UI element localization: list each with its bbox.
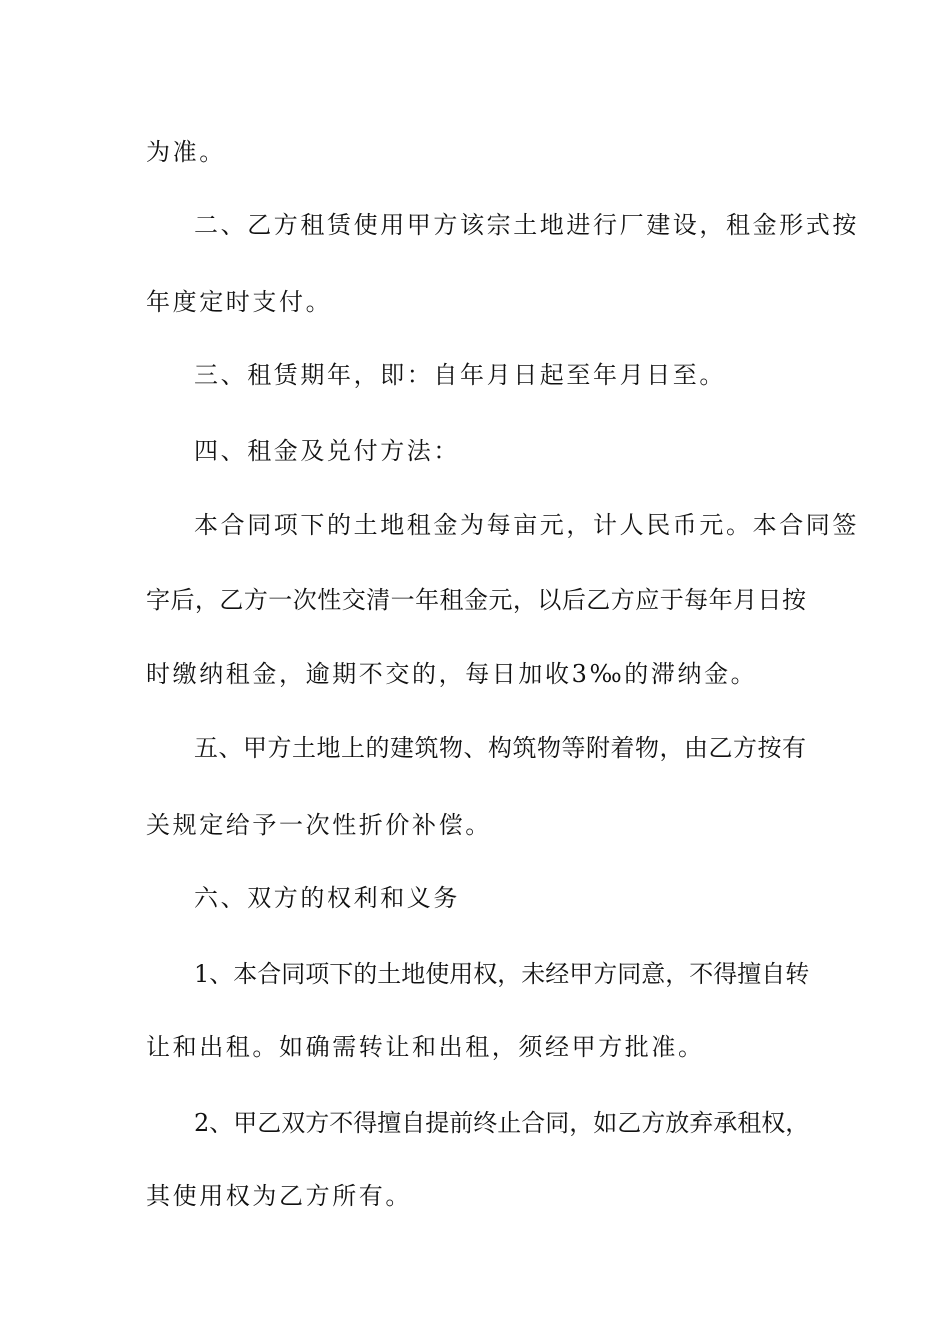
paragraph-line: 1、本合同项下的土地使用权，未经甲方同意，不得擅自转 [194,960,810,988]
paragraph-line: 本合同项下的土地租金为每亩元，计人民币元。本合同签 [194,511,859,539]
paragraph-line: 年度定时支付。 [146,288,333,316]
paragraph-line: 字后，乙方一次性交清一年租金元，以后乙方应于每年月日按 [146,586,806,614]
paragraph-line: 为准。 [146,138,226,166]
paragraph-line: 六、双方的权利和义务 [194,884,460,912]
paragraph-line: 三、租赁期年，即：自年月日起至年月日至。 [194,361,726,389]
paragraph-line: 2、甲乙双方不得擅自提前终止合同，如乙方放弃承租权， [194,1109,810,1137]
paragraph-line: 二、乙方租赁使用甲方该宗土地进行厂建设，租金形式按 [194,211,859,239]
paragraph-line: 四、租金及兑付方法： [194,437,460,465]
paragraph-line: 让和出租。如确需转让和出租，须经甲方批准。 [146,1033,705,1061]
paragraph-line: 关规定给予一次性折价补偿。 [146,811,492,839]
paragraph-line: 时缴纳租金，逾期不交的，每日加收3‰的滞纳金。 [146,660,758,688]
paragraph-line: 其使用权为乙方所有。 [146,1182,412,1210]
paragraph-line: 五、甲方土地上的建筑物、构筑物等附着物，由乙方按有 [194,734,806,762]
